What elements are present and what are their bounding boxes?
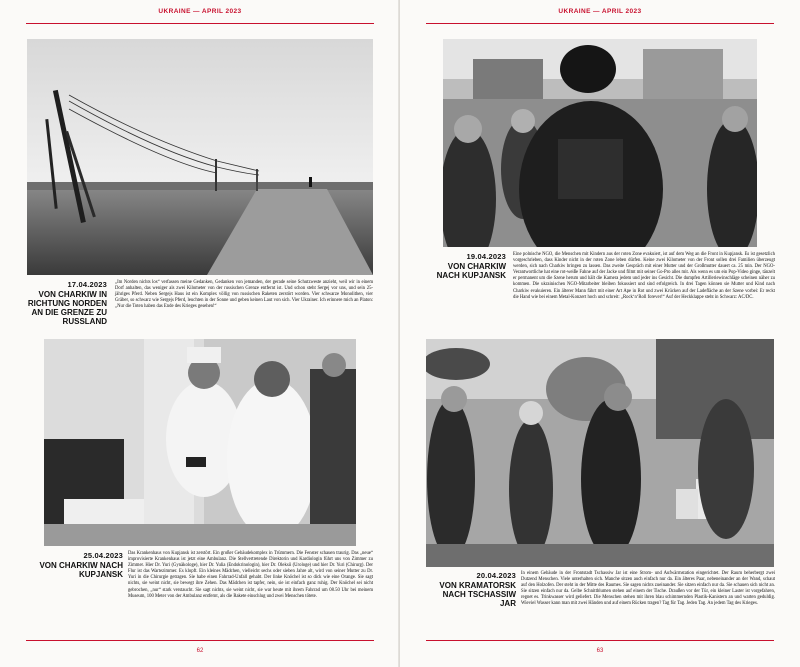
entry-text: Eine polnische NGO, die Menschen mit Kindern aus der roten Zone evakuiert, ist auf dem Weg an die Front in Kupjansk. Es ist gesetzlich vorgeschrieben, dass Kinder nicht in der roten Zone leben dürfen. Keine zwei Kilometer von der Front sollen drei Familien überzeugt werden, sich nach Charkiw bringen zu lassen. Das zweite Gespräch mit einer Mutter und der Großmutter dauert ca. 25 min. Der NGO-Verantwortliche hat eine rot-weiße Fahne auf der Jacke und filmt mit seiner Go-Pro alles mit. Als wenn es um ein Pop-Video ginge, tänzelt er permanent um die Szene herum und hält die Kamera jedem und jeder ins Gesicht. Die dumpfen Artilleriewinschläge scheinen näher zu kommen. Die ukrainischen NGO-Mitarbeiter bleiben fokussiert und sind erfolgreich. In drei Tagen können sie Mutter und Kind nach Charkiw evakuieren. Ein älterer Mann fährt mit einer Art Ape in Rot und zwei Krücken auf der Ladefläche an der Szene vorbei: Er reckt die Hand wie bei einem Metal-Konzert hoch und schreit: „Rock‘n‘Roll forever!“ Auf der Heckklappe steht in Schwarz: AC/DC.	[513, 252, 775, 300]
entry-title: VON KRAMATORSK NACH TSCHASSIW JAR	[439, 581, 516, 608]
running-header-left: UKRAINE — APRIL 2023	[158, 8, 242, 15]
photo-soldier-villagers	[443, 39, 757, 247]
top-rule-right	[426, 23, 774, 24]
entry-date: 19.04.2023	[466, 252, 506, 261]
photo-hospital-examination	[44, 339, 356, 546]
entry-text: „Im Norden nichts los“ verfassen meine Gedanken, Gedanken von jemanden, der gerade seine Schutzweste anzieht, weil wir in einem Dorf anhalten, das weniger als zwei Kilometer von der russischen Grenze entfernt ist. Und schon steht Sergej vor uns, und sein 25-jähriges Pferd. Neben Sergejs Haus ist ein Komplex völlig von russischen Raketen zerstört worden. Vier schwarze Monolithen, vier Gräber, so schwarz wie Sergejs Pferd, leuchten in der Sonne und geben keinen Laut von sich. Vier Ukrainer. Ich erinnere mich an Platon: „Nur die Toten haben das Ende des Krieges gesehen!“	[115, 280, 373, 310]
entry-text: Das Krankenhaus von Kupjansk ist zerstört. Ein großer Gebäudekomplex in Trümmern. Die Fenster schauen traurig. Das „neue“ improvisierte Krankenhaus ist jetzt eine Ambulanz. Die Stellvertretende Direktorin und Kardiologin führt uns von Zimmer zu Zimmer. Hier Dr. Yuri (Gynäkologe), hier Dr. Yulia (Endokrinologin), hier Dr. Oleksii (Urologe) und hier Dr. Yuri (Chirurg). Der Flur ist das Wartezimmer. Es klopft. Ein kleines Mädchen, vielleicht sechs oder sieben Jahre alt, wird von seiner Mutter zu Dr. Yuri in die Chirurgie getragen. Sie habe einen Fahrrad-Unfall gehabt. Der linke Knöchel ist so dick wie eine Orange. Sie sagt nichts, sie weint nicht, sie bewegt ihre Zehen. Das Mädchen ist tapfer, nein, sie ist einfach ganz ruhig. Der Knöchel sei nicht gebrochen, „nur“ stark verstaucht. Sie sagt nichts, sie weint nicht, sie war heute mit ihrem Fahrrad um 08.50 Uhr bei meinem Museum, 100 Meter von der Ambulanz entfernt, als die Rakete einschlug und zwei Menschen tötete.	[128, 551, 373, 599]
entry-date: 20.04.2023	[476, 571, 516, 580]
photo-water-distribution	[426, 339, 774, 567]
entry-date: 17.04.2023	[67, 280, 107, 289]
entry-text: In einem Gebäude in der Frontstadt Tschassiw Jar ist eine Strom- und Aufwärmstation eingerichtet. Der Raum beherbergt zwei Dutzend Menschen. Viele unterhalten sich. Manche sitzen auch einfach nur da. Ein älteres Paar, nebeneinander an der Wand, schaut auf den Holzofen. Der steht in der Mitte des Raumes. Sie sagen nichts zueinander. Sie sitzen einfach nur da. Sie schauen sich nicht an. Sie sitzen einfach nur da. Gelbe Schnittblumen stehen auf einem der Tische. Draußen vor der Tür, ein kleiner Laster ist vorgefahren, regnet es. Trinkwasser wird geliefert. Die Menschen stehen mit ihren blau schimmernden Plastik-Kanistern an und warten geduldig. Wieviel Wasser kann man mit zwei Händen und auf einem Rücken tragen? Tag für Tag. Jeden Tag. An jedem Tag des Krieges.	[521, 571, 775, 607]
entry-title: VON CHARKIW IN RICHTUNG NORDEN AN DIE GRENZE ZU RUSSLAND	[27, 290, 107, 326]
caption-entry-1	[27, 280, 107, 326]
bottom-rule-left	[26, 640, 374, 641]
page-number-left: 62	[196, 648, 204, 654]
bottom-rule-right	[426, 640, 774, 641]
entry-title: VON CHARKIW NACH KUPJANSK	[436, 262, 506, 280]
photo-road-landscape	[27, 39, 373, 275]
running-header-right: UKRAINE — APRIL 2023	[558, 8, 642, 15]
page-number-right: 63	[596, 648, 604, 654]
caption-entry-4	[426, 571, 516, 608]
entry-title: VON CHARKIW NACH KUPJANSK	[39, 561, 123, 579]
top-rule-left	[26, 23, 374, 24]
entry-date: 25.04.2023	[83, 551, 123, 560]
right-page	[400, 0, 800, 667]
caption-entry-3	[426, 252, 506, 280]
caption-entry-2	[27, 551, 123, 579]
